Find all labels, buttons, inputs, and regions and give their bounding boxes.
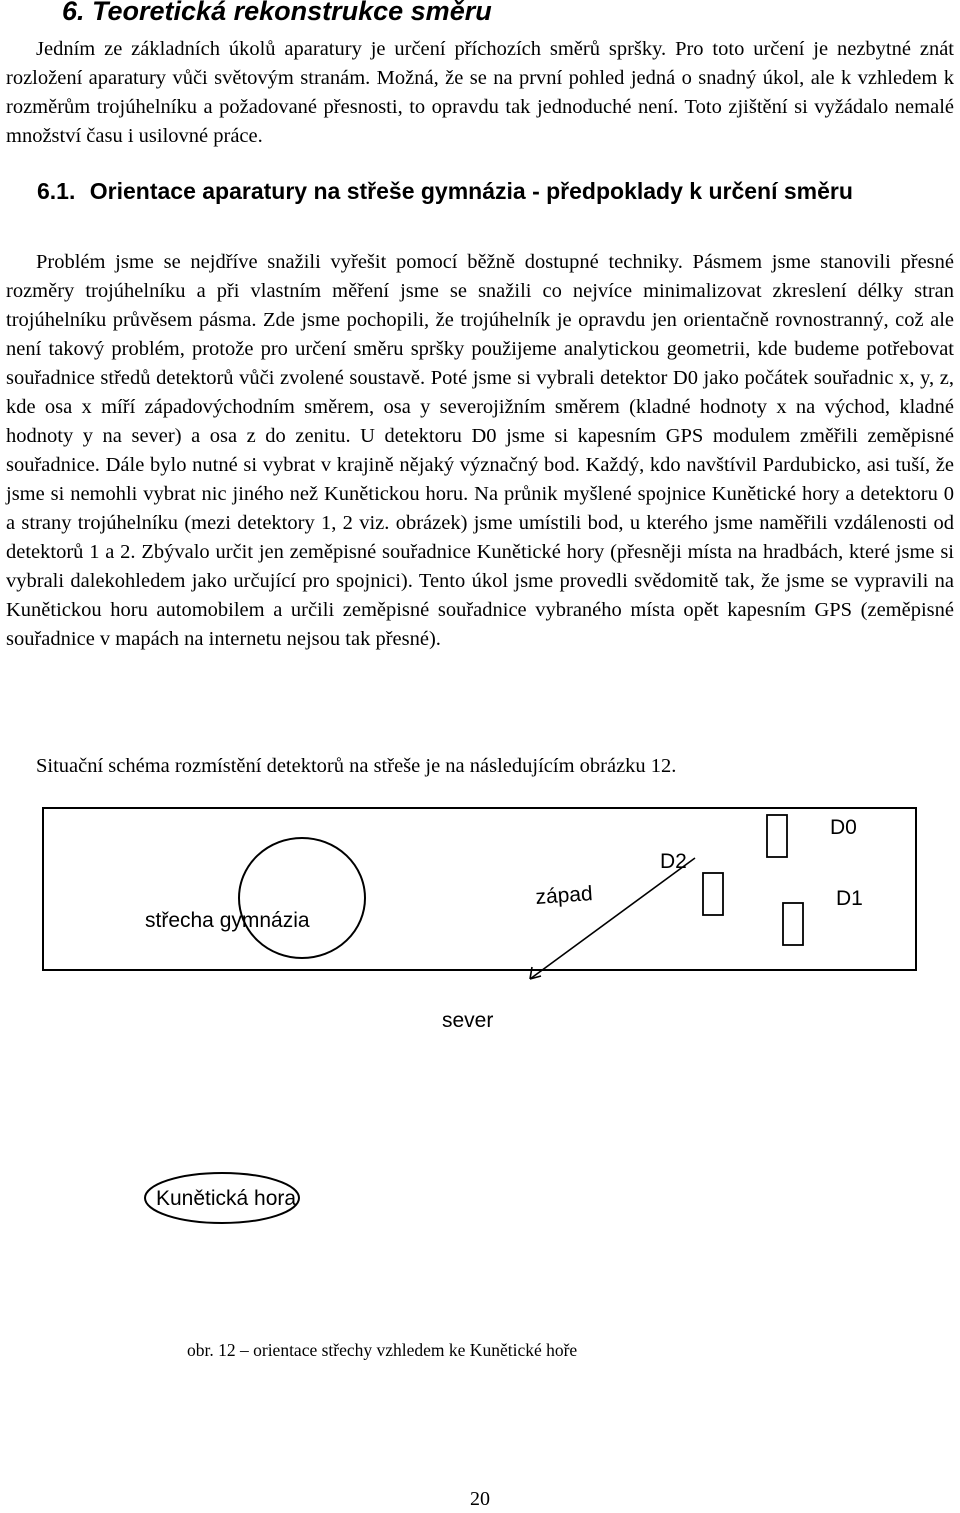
intro-paragraph: Jedním ze základních úkolů aparatury je určení příchozích směrů spršky. Pro toto určení je nezbytné znát rozložení aparatury vůči světovým stranám. Možná, že se na první pohled jedná o snadný úkol, ale k vzhledem k rozměrům trojúhelníku a požadované přesnosti, to opravdu tak jednoduché není. Toto zjištění si vyžádalo nemalé množství času i usilovné práce. bbox=[6, 38, 954, 147]
west-label: západ bbox=[534, 882, 594, 909]
subsection-heading bbox=[37, 176, 955, 207]
d1-label: D1 bbox=[836, 887, 863, 910]
roof-orientation-diagram bbox=[40, 803, 920, 1283]
body-paragraph: Problém jsme se nejdříve snažili vyřešit pomocí běžně dostupné techniky. Pásmem jsme stanovili přesné rozměry trojúhelníku a při vlastním měření jsme se snažili co nejvíce minimalizovat zkreslení délky stran trojúhelníku průvěsem pásma. Zde jsme pochopili, že trojúhelník je opravdu jen orientačně rovnostranný, což ale není takový problém, protože pro určení směru spršky použijeme analytickou geometrii, kde budeme potřebovat souřadnice středů detektorů vůči zvolené soustavě. Poté jsme si vybrali detektor D0 jako počátek souřadnic x, y, z, kde osa x míří západovýchodním směrem, osa y severojižním směrem (kladné hodnoty x na východ, kladné hodnoty y na sever) a osa z do zenitu. U detektoru D0 jsme si kapesním GPS modulem změřili zeměpisné souřadnice. Dále bylo nutné si vybrat v krajině nějaký význačný bod. Každý, kdo navštívil Pardubicko, asi tuší, že jsme si nemohli vybrat nic jiného než Kunětickou horu. Na průnik myšlené spojnice Kunětické hory a detektoru 0 a strany trojúhelníku (mezi detektory 1, 2 viz. obrázek) jsme umístili bod, u kterého jsme naměřili vzdálenosti od detektorů 1 a 2. Zbývalo určit jen zeměpisné souřadnice Kunětické hory (přesněji místa na hradbách, které jsme si vybrali dalekohledem jako určující pro spojnici). Tento úkol jsme provedli svědomitě tak, že jsme se vypravili na Kunětickou horu automobilem a určili zeměpisné souřadnice vybraného místa opět kapesním GPS (zeměpisné souřadnice v mapách na internetu nejsou tak přesné). bbox=[6, 251, 954, 650]
figure-caption: obr. 12 – orientace střechy vzhledem ke Kunětické hoře bbox=[187, 1340, 578, 1360]
north-label: sever bbox=[442, 1009, 494, 1032]
section-heading: 6. Teoretická rekonstrukce směru bbox=[62, 0, 492, 26]
subsection-number: 6.1. bbox=[37, 178, 76, 204]
direction-line bbox=[530, 858, 695, 979]
d2-label: D2 bbox=[660, 850, 687, 873]
roof-ellipse bbox=[239, 838, 365, 958]
subsection-title: Orientace aparatury na střeše gymnázia - předpoklady k určení směru bbox=[89, 178, 853, 204]
detector-d2 bbox=[703, 873, 723, 915]
figure-reference-paragraph: Situační schéma rozmístění detektorů na střeše je na následujícím obrázku 12. bbox=[36, 755, 677, 777]
page-number: 20 bbox=[470, 1488, 490, 1510]
d0-label: D0 bbox=[830, 816, 857, 839]
detector-d0 bbox=[767, 815, 787, 857]
detector-d1 bbox=[783, 903, 803, 945]
hill-label: Kunětická hora bbox=[156, 1187, 297, 1210]
roof-label: střecha gymnázia bbox=[145, 909, 310, 932]
